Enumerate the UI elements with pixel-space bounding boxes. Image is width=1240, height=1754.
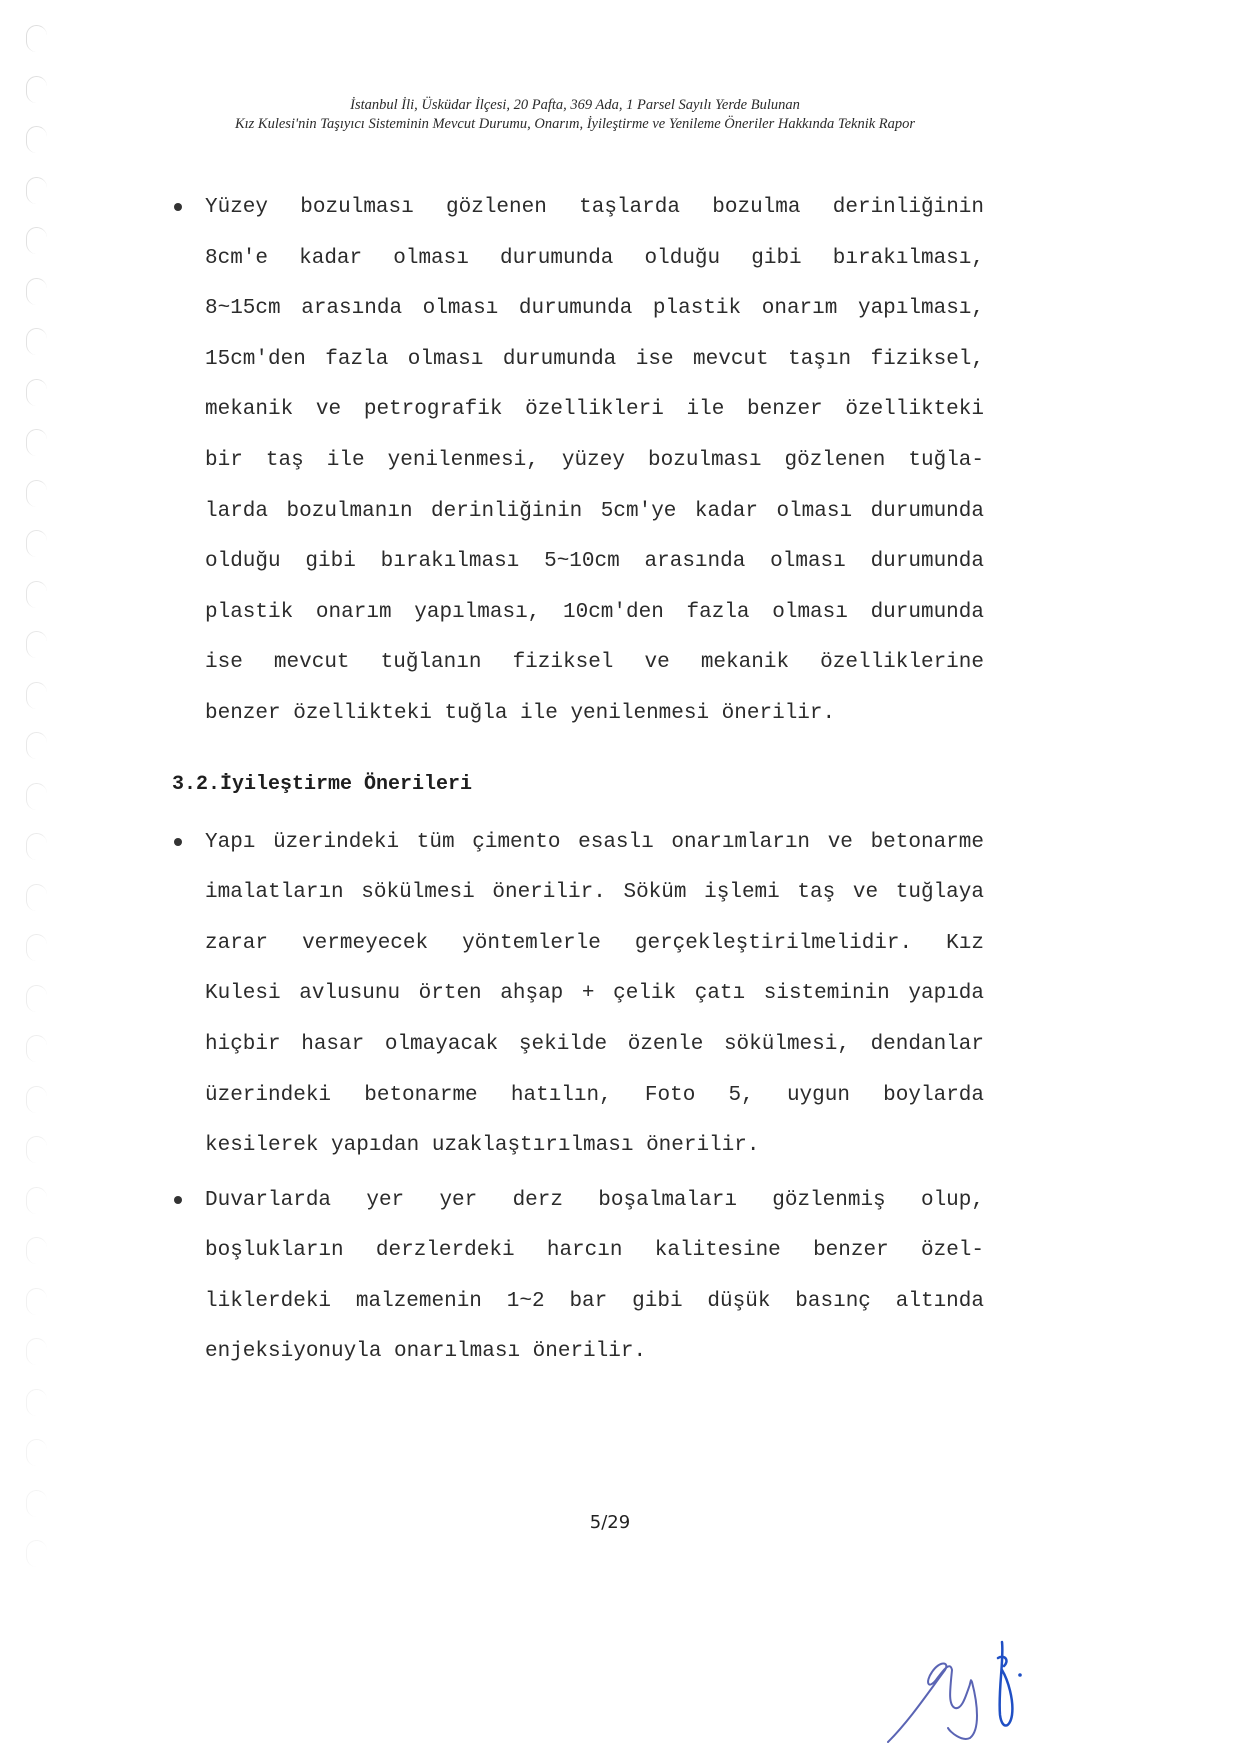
bullet-item — [172, 818, 984, 1172]
text-line: Kulesi avlusunu örten ahşap + çelik çatı sisteminin yapıda — [205, 982, 984, 1006]
text-line: ise mevcut tuğlanın fiziksel ve mekanik özelliklerine — [205, 651, 984, 675]
text-line: benzer özellikteki tuğla ile yenilenmesi önerilir. — [205, 701, 836, 725]
bullet-text — [205, 183, 984, 740]
binding-hole — [26, 328, 47, 355]
binding-hole — [26, 1237, 47, 1264]
binding-hole — [26, 682, 47, 709]
signature-stroke-1 — [888, 1664, 977, 1743]
binding-hole — [26, 480, 47, 507]
binding-hole — [26, 631, 47, 658]
binding-hole — [26, 934, 47, 961]
text-line: 15cm'den fazla olması durumunda ise mevcut taşın fiziksel, — [205, 347, 984, 371]
binding-hole — [26, 1338, 47, 1365]
binding-hole — [26, 1187, 47, 1214]
binding-hole — [26, 278, 47, 305]
binding-hole — [26, 1439, 47, 1466]
signature-dot — [1018, 1673, 1022, 1677]
handwritten-signature — [870, 1620, 1070, 1750]
text-line: plastik onarım yapılması, 10cm'den fazla olması durumunda — [205, 600, 984, 624]
header-line-2: Kız Kulesi'nin Taşıyıcı Sisteminin Mevcut Durumu, Onarım, İyileştirme ve Yenileme Öneriler Hakkında Teknik Rapor — [234, 116, 916, 132]
bullet-icon — [174, 203, 182, 211]
text-line: 8~15cm arasında olması durumunda plastik onarım yapılması, — [205, 297, 984, 321]
text-line: üzerindeki betonarme hatılın, Foto 5, uygun boylarda — [205, 1083, 984, 1107]
text-line: Yüzey bozulması gözlenen taşlarda bozulma derinliğinin — [205, 196, 984, 219]
binding-hole — [26, 985, 47, 1012]
binding-hole — [26, 76, 47, 103]
bullet-text — [205, 1176, 984, 1378]
text-line: hiçbir hasar olmayacak şekilde özenle sökülmesi, dendanlar — [205, 1032, 984, 1056]
text-line: zarar vermeyecek yöntemlerle gerçekleştirilmelidir. Kız — [205, 931, 984, 955]
text-line: liklerdeki malzemenin 1~2 bar gibi düşük basınç altında — [205, 1289, 984, 1313]
binding-hole — [26, 1136, 47, 1163]
binding-hole — [26, 1086, 47, 1113]
binding-hole — [26, 530, 47, 557]
binding-hole — [26, 227, 47, 254]
bullet-text — [205, 818, 984, 1172]
text-line: imalatların sökülmesi önerilir. Söküm işlemi taş ve tuğlaya — [205, 881, 984, 905]
bullet-item — [172, 183, 984, 740]
header-line-1: İstanbul İli, Üsküdar İlçesi, 20 Pafta, 369 Ada, 1 Parsel Sayılı Yerde Bulunan — [350, 97, 800, 113]
bullet-icon — [174, 1196, 182, 1204]
binding-hole — [26, 1490, 47, 1517]
binding-hole — [26, 25, 47, 52]
binding-hole — [26, 1540, 47, 1567]
text-line: larda bozulmanın derinliğinin 5cm'ye kadar olması durumunda — [205, 499, 984, 523]
binding-hole — [26, 783, 47, 810]
text-line: enjeksiyonuyla onarılması önerilir. — [205, 1340, 647, 1364]
page-number: 5/29 — [589, 1512, 631, 1533]
binding-hole — [26, 581, 47, 608]
binding-hole — [26, 833, 47, 860]
binding-hole — [26, 1288, 47, 1315]
binding-hole — [26, 1389, 47, 1416]
text-line: bir taş ile yenilenmesi, yüzey bozulması gözlenen tuğla- — [205, 448, 984, 472]
text-line: mekanik ve petrografik özellikleri ile benzer özellikteki — [205, 398, 984, 422]
signature-stroke-2 — [998, 1642, 1012, 1726]
bullet-item — [172, 1176, 984, 1378]
text-line: kesilerek yapıdan uzaklaştırılması önerilir. — [205, 1134, 760, 1158]
binding-hole — [26, 126, 47, 153]
page-header — [150, 96, 1000, 134]
section-heading: 3.2.İyileştirme Önerileri — [172, 772, 473, 796]
text-line: Yapı üzerindeki tüm çimento esaslı onarımların ve betonarme — [205, 830, 984, 854]
binding-hole — [26, 732, 47, 759]
binding-hole — [26, 884, 47, 911]
binding-hole — [26, 177, 47, 204]
bullet-icon — [174, 838, 182, 846]
text-line: Duvarlarda yer yer derz boşalmaları gözlenmiş olup, — [205, 1188, 984, 1212]
text-line: 8cm'e kadar olması durumunda olduğu gibi bırakılması, — [205, 246, 984, 270]
text-line: boşlukların derzlerdeki harcın kalitesine benzer özel- — [205, 1239, 984, 1263]
binding-hole — [26, 1035, 47, 1062]
binding-holes — [10, 15, 50, 1715]
binding-hole — [26, 429, 47, 456]
text-line: olduğu gibi bırakılması 5~10cm arasında olması durumunda — [205, 550, 984, 574]
binding-hole — [26, 379, 47, 406]
document-body — [172, 183, 984, 1378]
